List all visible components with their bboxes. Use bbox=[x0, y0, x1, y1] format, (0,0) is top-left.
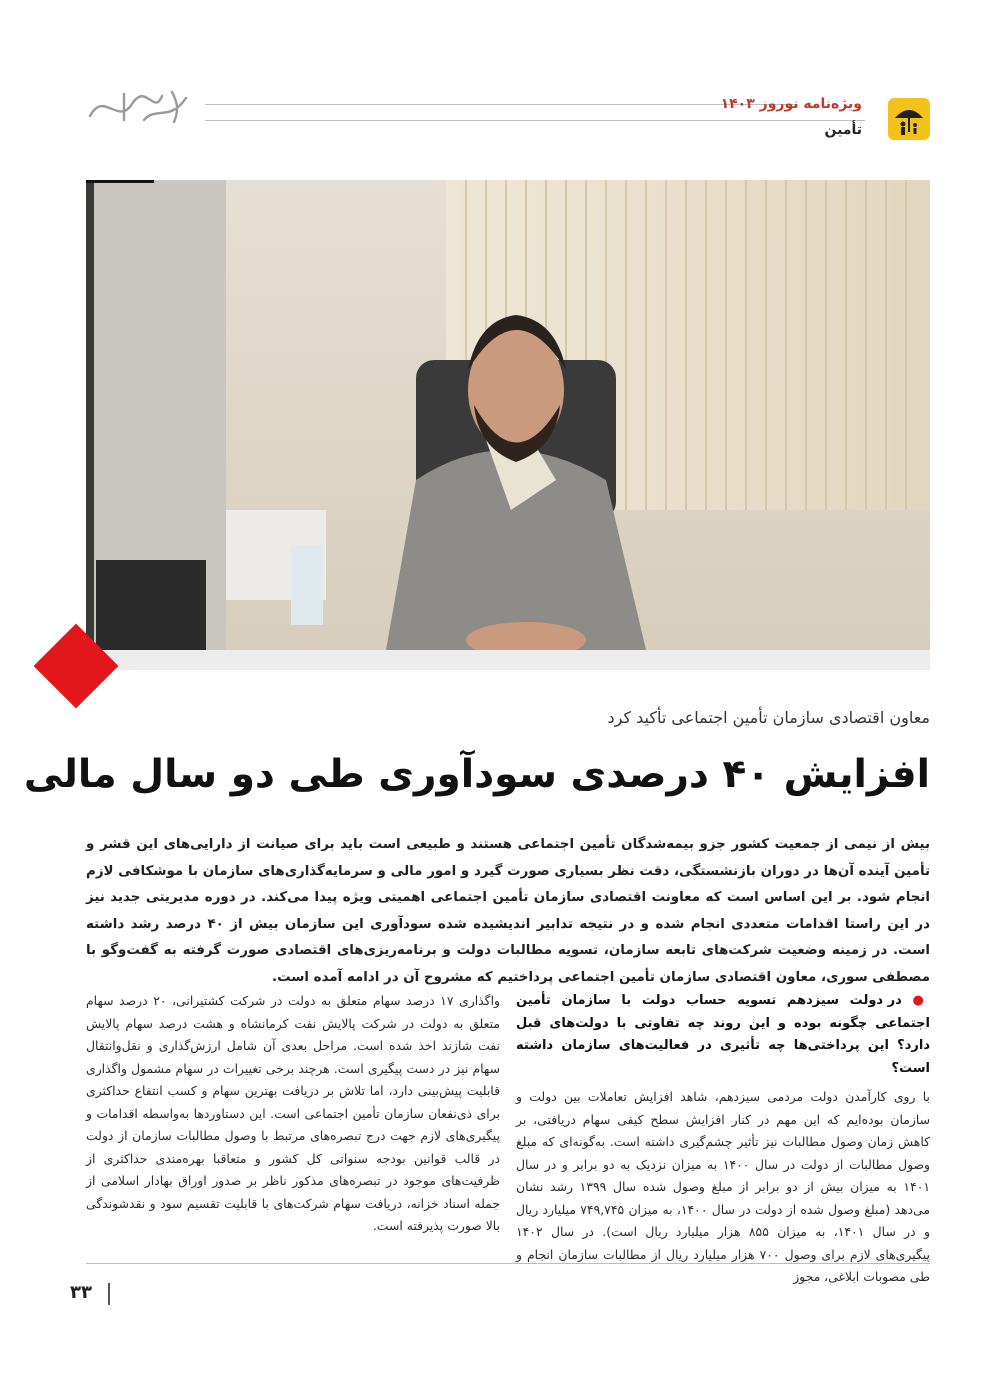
article-headline: افزایش ۴۰ درصدی سودآوری طی دو سال مالی bbox=[23, 752, 930, 797]
article-photo bbox=[86, 180, 930, 670]
answer-text: با روی کارآمدن دولت مردمی سیزدهم، شاهد افزایش تعاملات بین دولت و سازمان بوده‌ایم که این مهم در کنار افزایش سطح کیفی سهام دریافتی، بر کاهش زمان وصول مطالبات نیز تأثیر چشم‌گیری داشته است. به‌گونه‌ای که مبلغ وصول مطالبات از دولت در سال ۱۴۰۰ به میزان نزدیک به دو برابر و در سال ۱۴۰۱ به میزان بیش از دو برابر از مبلغ وصول شده سال ۱۳۹۹ رشد نشان می‌دهد (مبلغ وصول شده از دولت در سال ۱۴۰۰، به میزان ۷۴۹,۷۴۵ میلیارد ریال و در سال ۱۴۰۱، به میزان ۸۵۵ هزار میلیارد ریال است). در سال ۱۴۰۲ پیگیری‌های لازم برای وصول ۷۰۰ هزار میلیارد ریال از مطالبات سازمان انجام و طی مصوبات ابلاغی، مجوز bbox=[516, 1089, 931, 1284]
article-lead: بیش از نیمی از جمعیت کشور جزو بیمه‌شدگان تأمین اجتماعی هستند و طبیعی است باید برای صیانت از دارایی‌های این قشر و تأمین آینده آن‌ها در دوران بازنشستگی، دقت نظر بسیاری صورت گیرد و امور مالی و سرمایه‌گذاری‌های سازمان با موشکافی لازم انجام شود. بر این اساس است که معاونت اقتصادی سازمان تأمین اجتماعی اهمیتی ویژه پیدا می‌کند. در دوره مدیریتی جدید نیز در این راستا اقدامات متعددی انجام شده و در نتیجه تدابیر اندیشیده شده سودآوری این سازمان بیش از ۴۰ درصد رشد داشته است. در زمینه وضعیت شرکت‌های تابعه سازمان، تسویه مطالبات دولت و برنامه‌ریزی‌های اقتصادی صورت گرفته به گفت‌وگو با مصطفی سوری، معاون اقتصادی سازمان تأمین اجتماعی پرداختیم که مشروح آن در ادامه آمده است. bbox=[86, 837, 930, 985]
footer-rule bbox=[86, 1263, 930, 1264]
question-text: در دولت سیزدهم تسویه حساب دولت با سازمان تأمین اجتماعی چگونه بوده و این روند چه تفاوتی با دولت‌های قبل دارد؟ این پرداختی‌ها چه تأثیری در فعالیت‌های سازمان داشته است؟ bbox=[516, 993, 930, 1076]
header-rule bbox=[205, 120, 865, 121]
interview-question bbox=[516, 990, 930, 1080]
page-number-bar bbox=[108, 1283, 110, 1305]
column-right bbox=[516, 990, 930, 1289]
section-label: تأمین bbox=[824, 122, 862, 138]
magazine-logo bbox=[84, 86, 192, 130]
issue-label: ویژه‌نامه نوروز ۱۴۰۳ bbox=[720, 96, 862, 112]
article-kicker: معاون اقتصادی سازمان تأمین اجتماعی تأکید کرد bbox=[607, 708, 930, 727]
photo-frame-accent bbox=[86, 180, 154, 183]
bullet-dot-icon: ● bbox=[901, 993, 930, 1008]
umbrella-family-icon bbox=[888, 98, 930, 140]
column-left bbox=[86, 990, 500, 1238]
page-number: ۳۳ bbox=[70, 1282, 92, 1303]
header-rule-top bbox=[205, 104, 795, 105]
answer-continued-text: واگذاری ۱۷ درصد سهام متعلق به دولت در شرکت کشتیرانی، ۲۰ درصد سهام متعلق به دولت در شرکت پالایش نفت کرمانشاه و هشت درصد سهام پالایش نفت شازند اخذ شده است. مراحل بعدی آن شامل ارزش‌گذاری و نقل‌وانتقال سهام نیز در دست پیگیری است. هرچند برخی تغییرات در سهام مشمول واگذاری قابلیت پیش‌بینی دارد، اما تلاش بر دریافت بهترین سهام و کسب انتفاع حداکثری برای ذی‌نفعان سازمان تأمین اجتماعی است. این دستاوردها به‌واسطه اقدامات و پیگیری‌های لازم جهت درج تبصره‌های مرتبط با وصول مطالبات سازمان از دولت در قالب قوانین بودجه سنواتی کل کشور و متعاقبا بهره‌مندی حداکثری از ظرفیت‌های موجود در تبصره‌های مذکور ناظر بر صدور اوراق بهادار اسلامی از جمله اسناد خزانه، دریافت سهام شرکت‌های با قابلیت تقسیم سود و نقدشوندگی بالا صورت پذیرفته است. bbox=[86, 993, 500, 1233]
